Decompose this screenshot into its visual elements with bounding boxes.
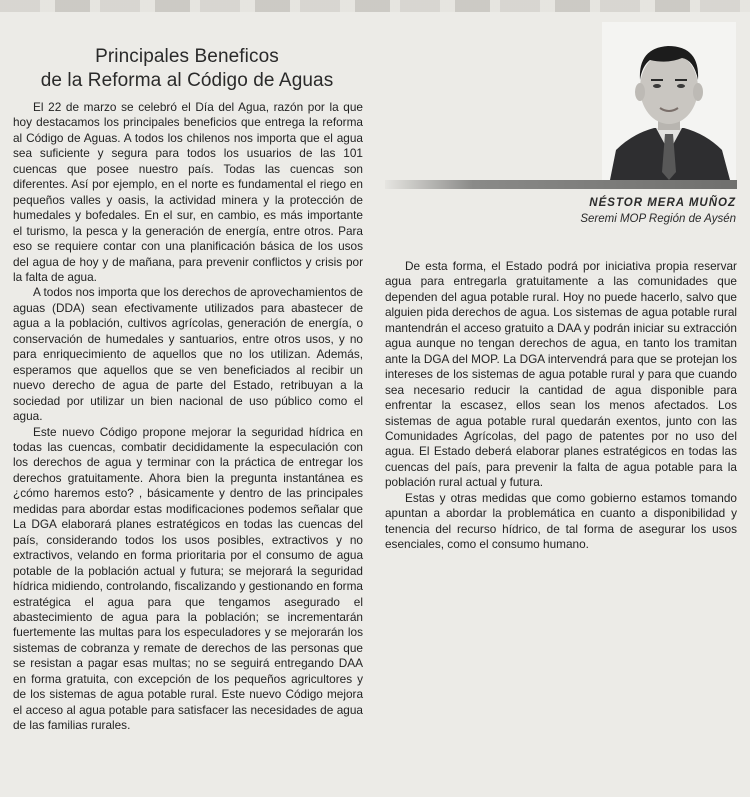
paragraph-4: De esta forma, el Estado podrá por iniciativa propia reservar agua para entregarla gratuitamente a las comunidades que dependen del agua potable rural. Hoy no puede hacerlo, salvo que alguien pida derechos de agua. Los sistemas de agua potable rural mantendrán el acceso gratuito a DAA y podrán iniciar su extracción agua aunque no tengan derechos de agua, en tanto los tramitan ante la DGA del MOP. La DGA intervendrá para que se protejan los intereses de los sistemas de agua potable rural y para que cuando sea necesario reducir la cantidad de agua disponible para enfrentar la escasez, ellos sean los menos afectados. Los sistemas de agua potable rural quedarán exentos, junto con las Comunidades Agrícolas, del pago de patentes por no uso del agua. El Estado deberá elaborar planes estratégicos en todas las cuencas del país, para prevenir la falta de agua potable para la población rural actual y futura. (385, 259, 737, 490)
author-byline (580, 195, 736, 227)
paragraph-5: Estas y otras medidas que como gobierno estamos tomando apuntan a abordar la problemática en cuanto a disponibilidad y tenencia del recurso hídrico, de tal forma de asegurar los usos esenciales, como el consumo humano. (385, 490, 737, 552)
byline-divider (385, 180, 737, 189)
paragraph-2: A todos nos importa que los derechos de aprovechamientos de aguas (DDA) sean efectivamente utilizados para abastecer de agua a la población, cultivos agrícolas, generación de energía, o conservación de humedales y santuarios, entre otros usos, y no para enriquecimiento de aquellos que no los utilizan. Además, esperamos que aquellos que se ven beneficiados al recibir un nuevo derecho de agua de parte del Estado, retribuyan a la sociedad por utilizar un bien nacional de uso público como el agua. (13, 285, 363, 424)
paragraph-3: Este nuevo Código propone mejorar la seguridad hídrica en todas las cuencas, combatir decididamente la especulación con los derechos de agua y terminar con la práctica de entregar los derechos gratuitamente. Ahora bien la pregunta instantánea es ¿cómo haremos esto? , básicamente y dentro de las principales medidas para abordar estas modificaciones podemos señalar que La DGA elaborará planes estratégicos en todas las cuencas del país, considerando todos los usos posibles, extractivos y no extractivos, velando en forma prioritaria por el consumo de agua potable de la población actual y futura; se mejorará la seguridad hídrica midiendo, controlando, fiscalizando y gestionando en forma estratégica el agua para que tengamos asegurado el abastecimiento de agua para la población; se incrementarán fuertemente las multas para los especuladores y se mejorarán los sistemas de cobranza y remate de derechos de las personas que se resistan a pagar esas multas; no se seguirá entregando DAA en forma gratuita, con excepción de los pequeños agricultores y de los sistemas de agua potable rural. Este nuevo Código mejora el acceso al agua potable para satisfacer las necesidades de agua de las familias rurales. (13, 424, 363, 733)
title-line-2: de la Reforma al Código de Aguas (40, 69, 334, 91)
author-photo (602, 22, 736, 180)
article-column-left (13, 100, 363, 734)
author-portrait-image (602, 22, 736, 180)
author-role: Seremi MOP Región de Aysén (580, 213, 736, 225)
title-line-1: Principales Beneficos (95, 45, 279, 67)
article-title (0, 45, 374, 93)
author-name: NÉSTOR MERA MUÑOZ (589, 197, 736, 209)
paragraph-1: El 22 de marzo se celebró el Día del Agua, razón por la que hoy destacamos los principales beneficios que entrega la reforma al Código de Aguas. A todos los chilenos nos importa que el agua sea suficiente y segura para todos los usuarios de las 101 cuencas que posee nuestro país. Todas las cuencas son diferentes. Así por ejemplo, en el norte es fundamental el riego en pequeños valles y oasis, la actividad minera y la protección de humedales y bofedales. En el sur, en cambio, es más importante el turismo, la pesca y la generación de energía, entre otros. Para eso se requiere contar con una planificación básica de los usos del agua de hoy y de mañana, para prevenir conflictos y crisis por la falta de agua. (13, 100, 363, 284)
page-top-edge (0, 0, 750, 12)
article-column-right (385, 259, 737, 553)
